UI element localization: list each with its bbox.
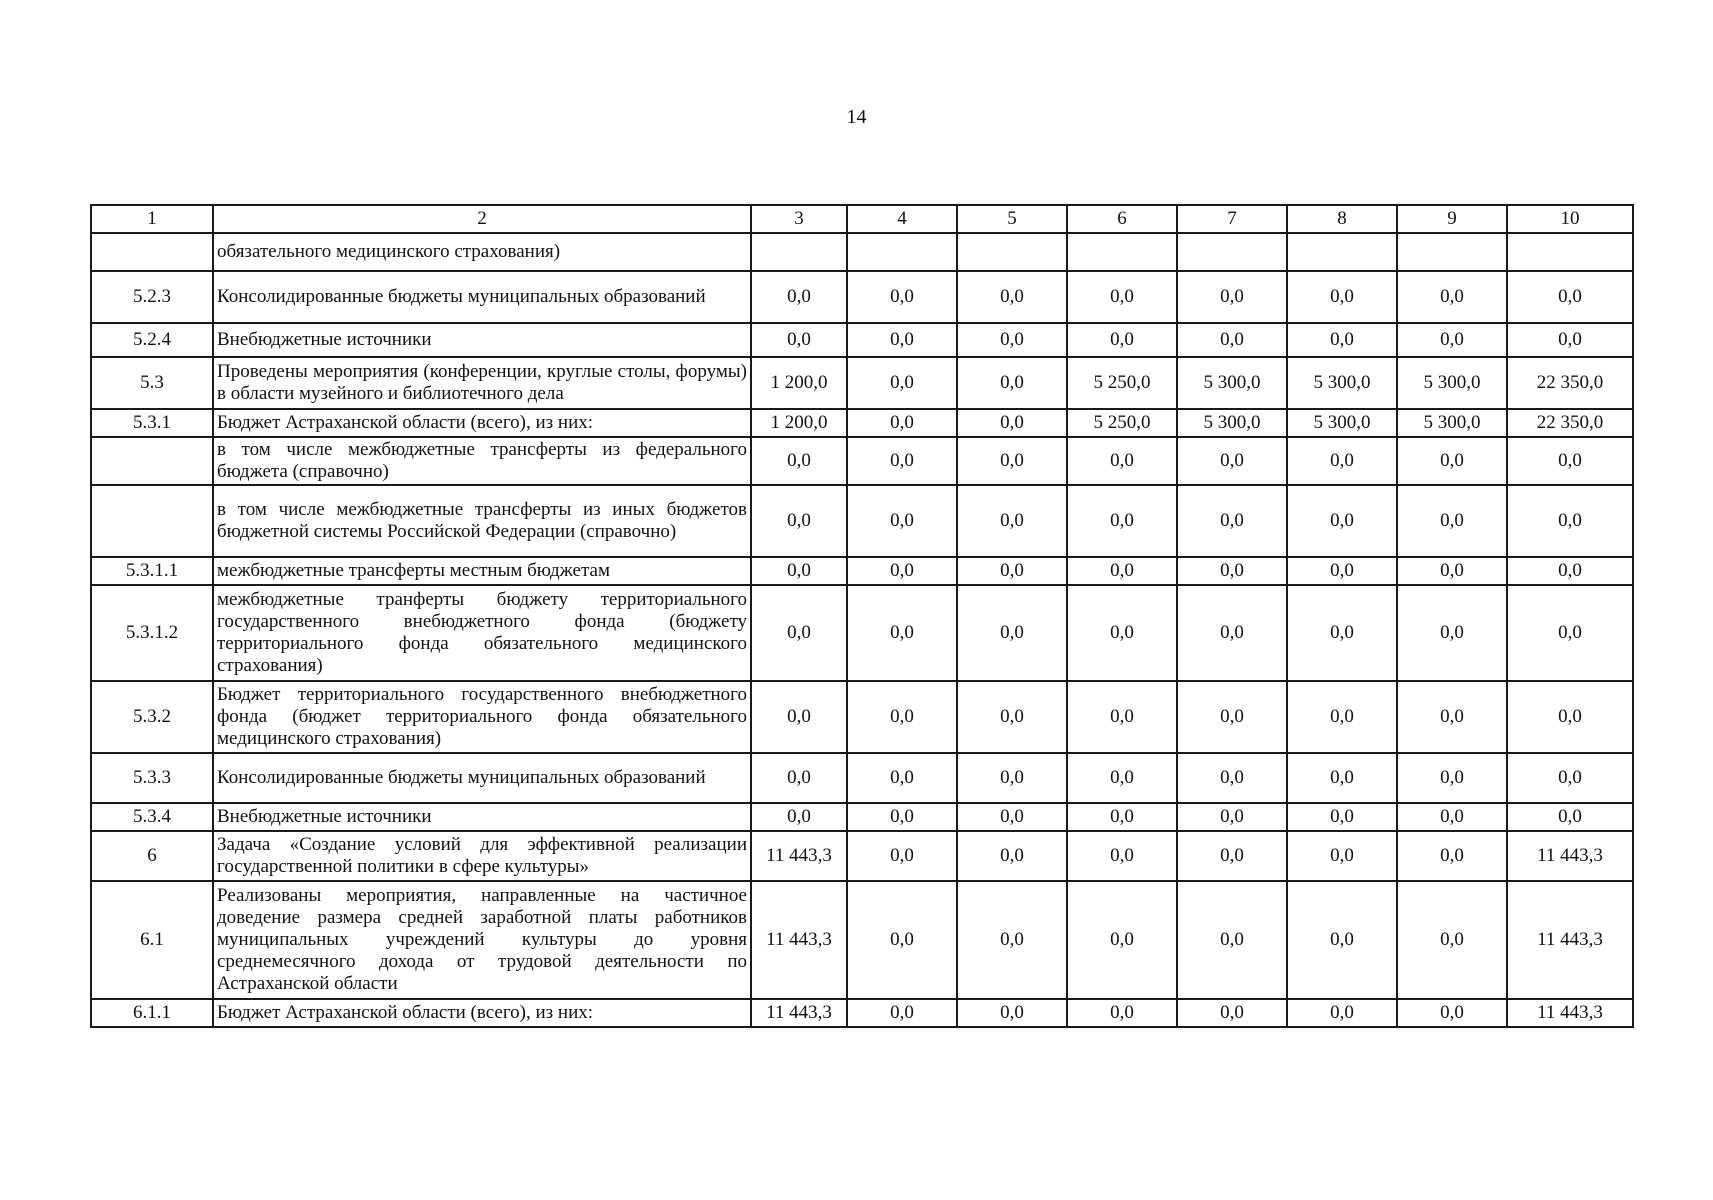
value-cell: 5 300,0: [1397, 357, 1507, 409]
value-cell: 5 300,0: [1287, 357, 1397, 409]
value-cell: 0,0: [1067, 803, 1177, 831]
value-cell: 0,0: [1507, 485, 1633, 557]
value-cell: 0,0: [1507, 803, 1633, 831]
table-row: [91, 485, 1633, 557]
table-row: [91, 681, 1633, 753]
header-cell: 4: [847, 205, 957, 233]
value-cell: 0,0: [847, 681, 957, 753]
value-cell: 0,0: [957, 831, 1067, 881]
value-cell: 11 443,3: [751, 881, 847, 999]
value-cell: 0,0: [751, 753, 847, 803]
value-cell: 0,0: [1287, 437, 1397, 485]
value-cell: 5 300,0: [1177, 409, 1287, 437]
row-number-cell: 6: [91, 831, 213, 881]
value-cell: 11 443,3: [1507, 831, 1633, 881]
row-description-cell: Задача «Создание условий для эффективной реализации государственной политики в сфере культуры»: [213, 831, 751, 881]
table-row: [91, 357, 1633, 409]
value-cell: 0,0: [751, 803, 847, 831]
value-cell: 0,0: [957, 753, 1067, 803]
value-cell: [847, 233, 957, 271]
row-number-cell: 6.1: [91, 881, 213, 999]
table-header-row: [91, 205, 1633, 233]
value-cell: 0,0: [957, 803, 1067, 831]
value-cell: 0,0: [847, 271, 957, 323]
value-cell: 0,0: [1177, 999, 1287, 1027]
value-cell: 0,0: [1397, 557, 1507, 585]
value-cell: 0,0: [1287, 323, 1397, 357]
header-cell: 3: [751, 205, 847, 233]
row-number-cell: 5.3.4: [91, 803, 213, 831]
row-number-cell: [91, 485, 213, 557]
value-cell: [1507, 233, 1633, 271]
value-cell: 11 443,3: [1507, 999, 1633, 1027]
value-cell: 0,0: [1177, 803, 1287, 831]
value-cell: 0,0: [1397, 999, 1507, 1027]
value-cell: 0,0: [751, 485, 847, 557]
value-cell: 0,0: [1067, 999, 1177, 1027]
value-cell: 0,0: [1177, 271, 1287, 323]
value-cell: 0,0: [847, 437, 957, 485]
value-cell: 0,0: [1067, 437, 1177, 485]
table-row: [91, 803, 1633, 831]
value-cell: 0,0: [1287, 803, 1397, 831]
row-description-cell: Бюджет Астраханской области (всего), из них:: [213, 409, 751, 437]
value-cell: 0,0: [847, 557, 957, 585]
row-description-cell: в том числе межбюджетные трансферты из федерального бюджета (справочно): [213, 437, 751, 485]
value-cell: 0,0: [847, 357, 957, 409]
row-number-cell: [91, 437, 213, 485]
row-description-cell: Внебюджетные источники: [213, 803, 751, 831]
value-cell: 0,0: [1397, 271, 1507, 323]
value-cell: 0,0: [1177, 323, 1287, 357]
row-description-cell: обязательного медицинского страхования): [213, 233, 751, 271]
row-description-cell: Бюджет Астраханской области (всего), из них:: [213, 999, 751, 1027]
value-cell: 0,0: [1507, 753, 1633, 803]
value-cell: 0,0: [1177, 831, 1287, 881]
value-cell: 0,0: [751, 271, 847, 323]
row-description-cell: межбюджетные трансферты местным бюджетам: [213, 557, 751, 585]
value-cell: 0,0: [1287, 881, 1397, 999]
value-cell: 0,0: [1397, 681, 1507, 753]
value-cell: 0,0: [751, 323, 847, 357]
value-cell: 0,0: [847, 999, 957, 1027]
table-row: [91, 999, 1633, 1027]
value-cell: 0,0: [957, 881, 1067, 999]
value-cell: 5 250,0: [1067, 409, 1177, 437]
value-cell: 0,0: [1397, 485, 1507, 557]
value-cell: 0,0: [847, 409, 957, 437]
value-cell: 0,0: [957, 557, 1067, 585]
value-cell: 0,0: [847, 803, 957, 831]
row-number-cell: 5.2.3: [91, 271, 213, 323]
value-cell: 0,0: [957, 681, 1067, 753]
row-number-cell: [91, 233, 213, 271]
value-cell: [1177, 233, 1287, 271]
value-cell: 0,0: [1067, 323, 1177, 357]
value-cell: 0,0: [1067, 557, 1177, 585]
value-cell: [1067, 233, 1177, 271]
value-cell: 0,0: [1397, 753, 1507, 803]
table-row: [91, 881, 1633, 999]
value-cell: 0,0: [1287, 485, 1397, 557]
value-cell: 0,0: [957, 271, 1067, 323]
value-cell: 1 200,0: [751, 409, 847, 437]
value-cell: 0,0: [957, 409, 1067, 437]
value-cell: 0,0: [1507, 585, 1633, 681]
value-cell: 0,0: [1287, 831, 1397, 881]
value-cell: 11 443,3: [751, 831, 847, 881]
header-cell: 2: [213, 205, 751, 233]
value-cell: 0,0: [847, 881, 957, 999]
row-description-cell: Внебюджетные источники: [213, 323, 751, 357]
value-cell: 0,0: [1067, 485, 1177, 557]
value-cell: 0,0: [1507, 437, 1633, 485]
table-row: [91, 323, 1633, 357]
value-cell: 22 350,0: [1507, 357, 1633, 409]
value-cell: 0,0: [1177, 881, 1287, 999]
row-number-cell: 6.1.1: [91, 999, 213, 1027]
row-number-cell: 5.2.4: [91, 323, 213, 357]
value-cell: 11 443,3: [1507, 881, 1633, 999]
row-number-cell: 5.3: [91, 357, 213, 409]
header-cell: 7: [1177, 205, 1287, 233]
value-cell: 0,0: [751, 585, 847, 681]
budget-table: [90, 204, 1634, 1028]
row-description-cell: Реализованы мероприятия, направленные на частичное доведение размера средней заработной платы работников муниципальных учреждений культуры до уровня среднемесячного дохода от трудовой деятельности по Астраханской области: [213, 881, 751, 999]
value-cell: 0,0: [957, 323, 1067, 357]
value-cell: 0,0: [751, 557, 847, 585]
value-cell: 0,0: [1507, 557, 1633, 585]
table-row: [91, 557, 1633, 585]
value-cell: 0,0: [1287, 681, 1397, 753]
row-description-cell: межбюджетные транферты бюджету территориального государственного внебюджетного фонда (бюджету территориального фонда обязательного медицинского страхования): [213, 585, 751, 681]
value-cell: 0,0: [751, 681, 847, 753]
value-cell: [957, 233, 1067, 271]
value-cell: [1397, 233, 1507, 271]
value-cell: 0,0: [1287, 585, 1397, 681]
value-cell: 0,0: [1287, 557, 1397, 585]
header-cell: 10: [1507, 205, 1633, 233]
value-cell: [1287, 233, 1397, 271]
row-number-cell: 5.3.1.2: [91, 585, 213, 681]
value-cell: 0,0: [847, 831, 957, 881]
value-cell: 0,0: [1067, 753, 1177, 803]
value-cell: 0,0: [957, 999, 1067, 1027]
value-cell: 0,0: [1067, 681, 1177, 753]
value-cell: 5 300,0: [1397, 409, 1507, 437]
value-cell: 0,0: [1397, 803, 1507, 831]
row-number-cell: 5.3.1: [91, 409, 213, 437]
value-cell: 0,0: [847, 753, 957, 803]
value-cell: 0,0: [957, 585, 1067, 681]
value-cell: 0,0: [1287, 999, 1397, 1027]
value-cell: 0,0: [1287, 271, 1397, 323]
value-cell: 0,0: [1397, 881, 1507, 999]
value-cell: 0,0: [1177, 485, 1287, 557]
value-cell: 0,0: [1397, 585, 1507, 681]
page-number: 14: [846, 106, 867, 128]
value-cell: 1 200,0: [751, 357, 847, 409]
table-row: [91, 831, 1633, 881]
value-cell: 0,0: [957, 357, 1067, 409]
value-cell: 0,0: [1177, 681, 1287, 753]
value-cell: 0,0: [1177, 753, 1287, 803]
value-cell: 0,0: [1397, 323, 1507, 357]
table-row: [91, 409, 1633, 437]
value-cell: 0,0: [1067, 585, 1177, 681]
row-description-cell: Бюджет территориального государственного внебюджетного фонда (бюджет территориального фонда обязательного медицинского страхования): [213, 681, 751, 753]
value-cell: 11 443,3: [751, 999, 847, 1027]
value-cell: 0,0: [1507, 271, 1633, 323]
value-cell: 0,0: [1067, 831, 1177, 881]
value-cell: 0,0: [847, 585, 957, 681]
value-cell: 0,0: [1067, 881, 1177, 999]
table-row: [91, 753, 1633, 803]
value-cell: [751, 233, 847, 271]
value-cell: 0,0: [1507, 681, 1633, 753]
value-cell: 0,0: [1177, 557, 1287, 585]
value-cell: 0,0: [1177, 585, 1287, 681]
value-cell: 0,0: [957, 485, 1067, 557]
row-description-cell: Консолидированные бюджеты муниципальных образований: [213, 753, 751, 803]
table-row: [91, 271, 1633, 323]
row-description-cell: Проведены мероприятия (конференции, круглые столы, форумы) в области музейного и библиотечного дела: [213, 357, 751, 409]
value-cell: 0,0: [1397, 831, 1507, 881]
row-number-cell: 5.3.2: [91, 681, 213, 753]
table-row: [91, 585, 1633, 681]
table-row: [91, 233, 1633, 271]
value-cell: 22 350,0: [1507, 409, 1633, 437]
value-cell: 0,0: [1507, 323, 1633, 357]
row-number-cell: 5.3.3: [91, 753, 213, 803]
header-cell: 9: [1397, 205, 1507, 233]
value-cell: 0,0: [1397, 437, 1507, 485]
value-cell: 0,0: [1067, 271, 1177, 323]
row-description-cell: Консолидированные бюджеты муниципальных образований: [213, 271, 751, 323]
value-cell: 0,0: [847, 323, 957, 357]
value-cell: 0,0: [1287, 753, 1397, 803]
value-cell: 5 300,0: [1287, 409, 1397, 437]
value-cell: 0,0: [1177, 437, 1287, 485]
value-cell: 5 250,0: [1067, 357, 1177, 409]
header-cell: 6: [1067, 205, 1177, 233]
value-cell: 0,0: [751, 437, 847, 485]
header-cell: 5: [957, 205, 1067, 233]
value-cell: 5 300,0: [1177, 357, 1287, 409]
row-description-cell: в том числе межбюджетные трансферты из иных бюджетов бюджетной системы Российской Федерации (справочно): [213, 485, 751, 557]
table-row: [91, 437, 1633, 485]
header-cell: 1: [91, 205, 213, 233]
value-cell: 0,0: [957, 437, 1067, 485]
header-cell: 8: [1287, 205, 1397, 233]
value-cell: 0,0: [847, 485, 957, 557]
row-number-cell: 5.3.1.1: [91, 557, 213, 585]
